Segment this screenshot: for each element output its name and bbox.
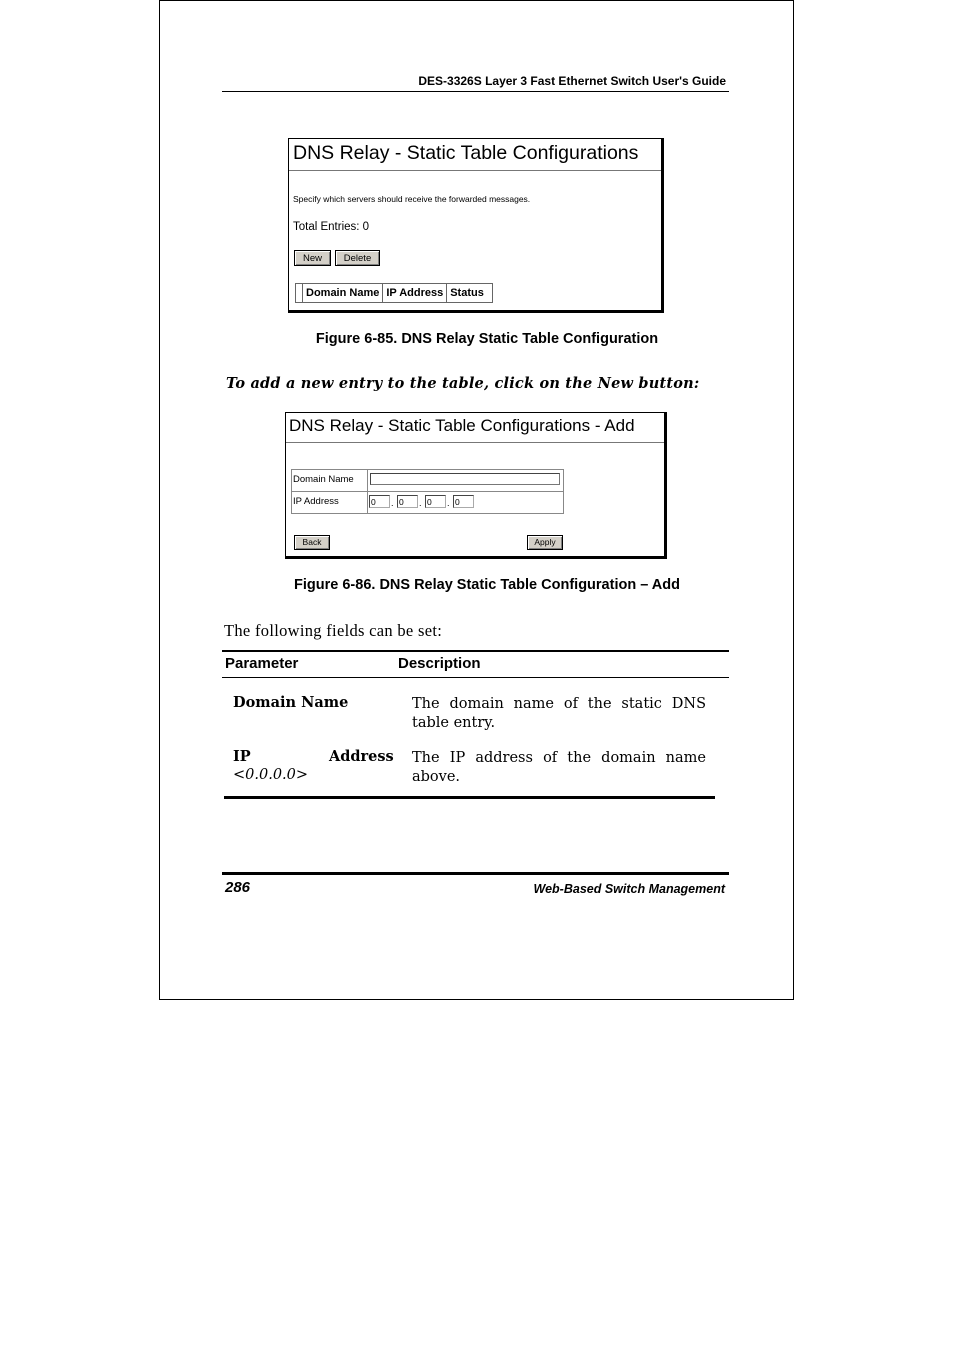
screen-title: DNS Relay - Static Table Configurations — [293, 142, 639, 164]
apply-button[interactable]: Apply — [527, 535, 563, 550]
ip-octet-2-input[interactable]: 0 — [397, 495, 418, 508]
page-number: 286 — [225, 879, 251, 896]
add-entry-form — [291, 469, 564, 514]
param-desc-ip: The IP address of the domain name above. — [412, 750, 706, 785]
domain-name-cell — [368, 470, 563, 491]
param-default-ip-value: 0.0.0.0 — [245, 767, 296, 783]
ip-octet-3-input[interactable]: 0 — [425, 495, 446, 508]
delete-button[interactable]: Delete — [335, 250, 380, 266]
total-entries: Total Entries: 0 — [293, 221, 370, 233]
column-ip-address: IP Address — [383, 284, 447, 302]
header-spacer — [296, 284, 303, 302]
dns-static-add-screenshot — [285, 412, 667, 559]
instruction-heading: To add a new entry to the table, click on the New button: — [226, 375, 700, 392]
screen-title: DNS Relay - Static Table Configurations - Add — [289, 416, 635, 435]
domain-name-row — [292, 470, 563, 492]
ip-octet-1-input[interactable]: 0 — [369, 495, 390, 508]
param-name-ip-left: IP — [233, 748, 251, 765]
ip-address-row — [292, 492, 563, 513]
ip-address-cell — [368, 492, 563, 513]
param-table-bottom-rule — [224, 796, 715, 799]
param-default-ip: <0.0.0.0> — [233, 767, 309, 783]
ip-address-label: IP Address — [292, 492, 368, 513]
column-status: Status — [450, 287, 484, 299]
ip-dot: . — [447, 498, 450, 508]
param-name-ip-right: Address — [329, 748, 394, 765]
instruction-text: Specify which servers should receive the forwarded messages. — [293, 194, 531, 204]
ip-dot: . — [419, 498, 422, 508]
footer-rule — [222, 872, 729, 875]
domain-name-input[interactable] — [370, 473, 560, 485]
param-header-description: Description — [398, 655, 481, 672]
param-header-parameter: Parameter — [225, 655, 299, 672]
domain-name-label: Domain Name — [292, 470, 368, 491]
new-button[interactable]: New — [294, 250, 331, 266]
title-divider — [286, 442, 664, 443]
column-domain-name: Domain Name — [303, 284, 383, 302]
footer-section: Web-Based Switch Management — [533, 882, 725, 896]
back-button[interactable]: Back — [294, 535, 330, 550]
param-table-top-rule — [222, 650, 729, 652]
static-table-header — [295, 283, 493, 303]
ip-octet-4-input[interactable]: 0 — [453, 495, 474, 508]
running-header: DES-3326S Layer 3 Fast Ethernet Switch User's Guide — [418, 74, 726, 88]
title-divider — [289, 170, 661, 171]
figure-caption-6-85: Figure 6-85. DNS Relay Static Table Configuration — [315, 331, 659, 347]
param-desc-domain: The domain name of the static DNS table entry. — [412, 696, 706, 731]
figure-caption-6-86: Figure 6-86. DNS Relay Static Table Configuration – Add — [294, 577, 680, 593]
fields-intro: The following fields can be set: — [224, 621, 443, 640]
header-rule — [222, 91, 729, 92]
dns-static-table-screenshot — [288, 138, 664, 313]
param-name-domain: Domain Name — [233, 694, 349, 711]
ip-dot: . — [391, 498, 394, 508]
param-table-header-rule — [222, 677, 729, 678]
